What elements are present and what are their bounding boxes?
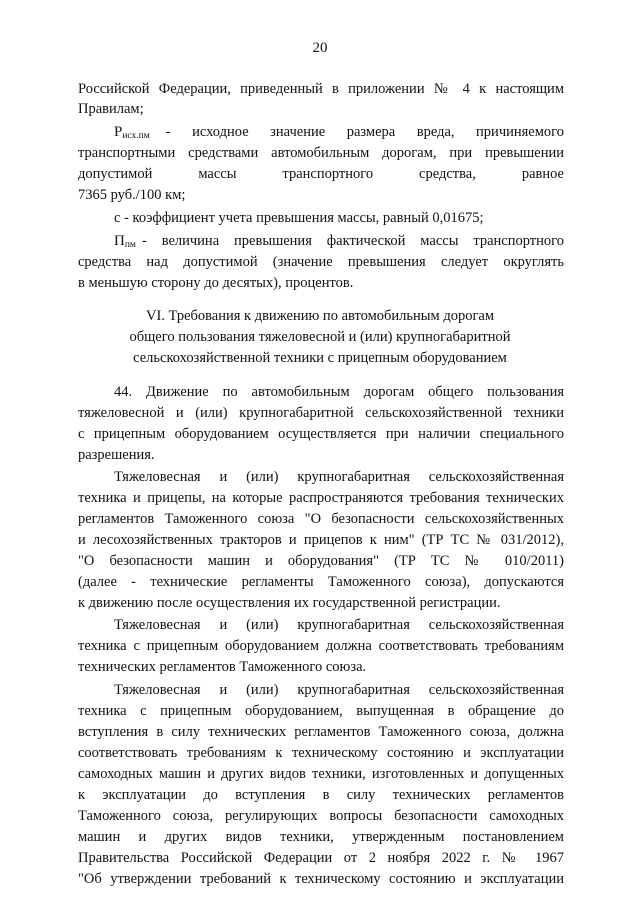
text-line: Правилам; [78,101,144,117]
text-line: к эксплуатации до вступления в силу технических регламентов [78,787,564,803]
text-line: в меньшую сторону до десятых), процентов. [78,275,354,291]
text-line: - исходное значение размера вреда, причиняемого [165,124,564,140]
text-line: технических регламентов Таможенного союза. [78,659,367,675]
text-line: к движению после осуществления их государственной регистрации. [78,595,501,611]
text-line: 44. Движение по автомобильным дорогам общего пользования [114,384,564,400]
text-line: Таможенного союза, регулирующих вопросы безопасности самоходных [78,808,564,824]
symbol-base: П [114,233,125,249]
text-line: регламентов Таможенного союза "О безопасности сельскохозяйственных [78,511,564,527]
symbol-pi-pm [114,231,136,251]
section-heading-line: сельскохозяйственной техники с прицепным оборудованием [133,350,507,366]
text-line: техника с прицепным оборудованием должна соответствовать требованиям [78,638,564,654]
text-line: самоходных машин и других видов техники, изготовленных и допущенных [78,766,564,782]
text-line: Тяжеловесная и (или) крупногабаритная сельскохозяйственная [114,617,564,633]
text-line: "О безопасности машин и оборудования" (ТР ТС № 010/2011) [78,553,564,569]
text-line: и лесохозяйственных тракторов и прицепов к ним" (ТР ТС № 031/2012), [78,532,564,548]
text-line: Правительства Российской Федерации от 2 ноября 2022 г. № 1967 [78,850,564,866]
formula-definition-line [114,231,564,251]
text-line: транспортными средствами автомобильным дорогам, при превышении [78,145,564,161]
symbol-base: Р [114,124,123,140]
text-line: 7365 руб./100 км; [78,187,186,203]
text-line: машин и других видов техники, утвержденным постановлением [78,829,564,845]
text-line: допустимой массы транспортного средства, равное [78,166,564,182]
text-line: техника с прицепным оборудованием, выпущенная в обращение до [78,703,564,719]
text-line: с - коэффициент учета превышения массы, равный 0,01675; [114,210,484,226]
formula-definition-line [114,122,564,142]
section-heading-line: VI. Требования к движению по автомобильным дорогам [145,308,495,324]
text-line: (далее - технические регламенты Таможенного союза), допускаются [78,574,564,590]
symbol-subscript: пм [124,240,136,250]
text-line: Тяжеловесная и (или) крупногабаритная сельскохозяйственная [114,469,564,485]
symbol-p-ishod [114,122,150,142]
text-line: тяжеловесной и (или) крупногабаритной сельскохозяйственной техники [78,405,564,421]
text-line: - величина превышения фактической массы транспортного [141,233,564,249]
section-heading-line: общего пользования тяжеловесной и (или) крупногабаритной [129,329,511,345]
text-line: вступления в силу технических регламентов Таможенного союза, должна [78,724,564,740]
text-line: средства над допустимой (значение превышения следует округлять [78,254,564,270]
text-line: техника и прицепы, на которые распространяются требования технических [78,490,564,506]
symbol-subscript: исх.пм [122,131,150,141]
text-line: с прицепным оборудованием осуществляется при наличии специального [78,426,564,442]
page-number: 20 [312,40,328,56]
text-line: соответствовать требованиям к техническому состоянию и эксплуатации [78,745,564,761]
text-line: "Об утверждении требований к техническому состоянию и эксплуатации [78,871,564,887]
text-line: Тяжеловесная и (или) крупногабаритная сельскохозяйственная [114,682,564,698]
text-line: разрешения. [78,447,155,463]
text-line: Российской Федерации, приведенный в приложении № 4 к настоящим [78,81,564,97]
